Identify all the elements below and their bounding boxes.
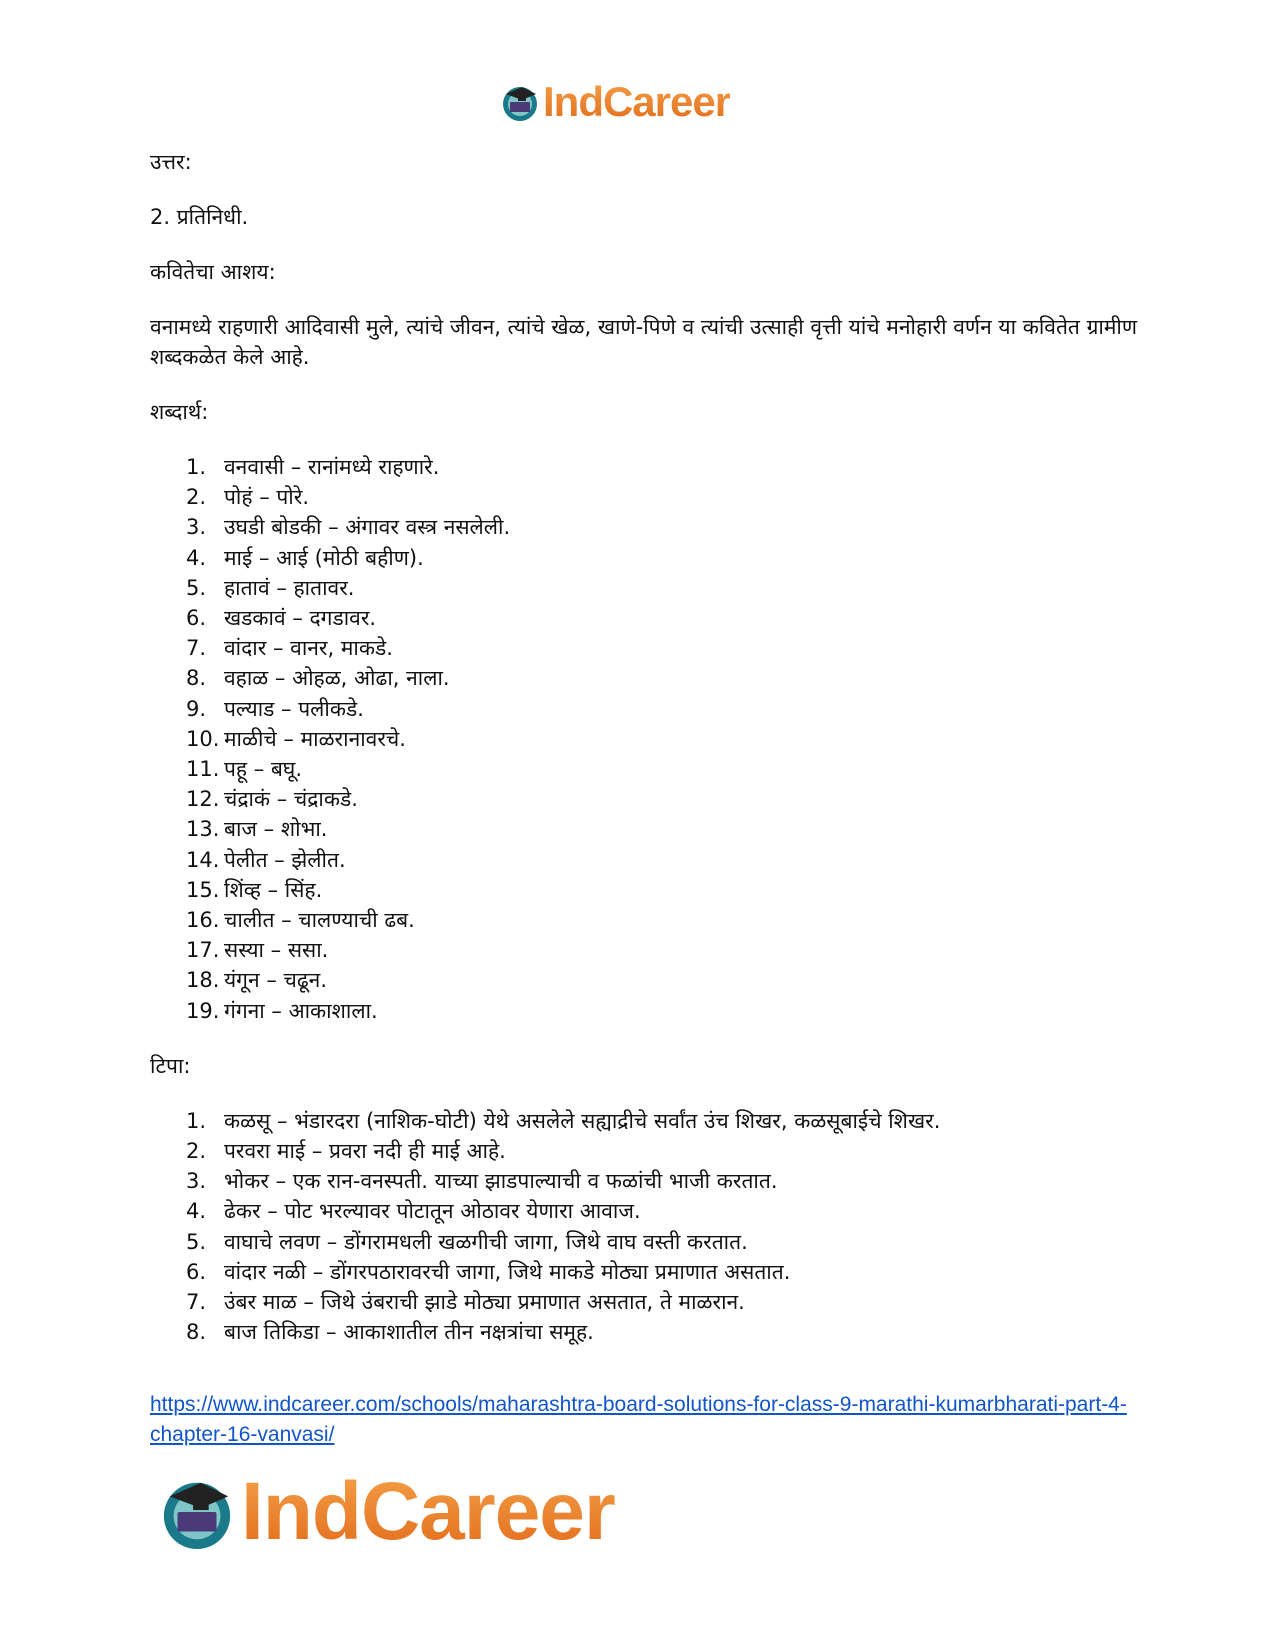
- list-item-number: 3.: [186, 1169, 207, 1194]
- list-item: [150, 1227, 1150, 1257]
- list-item-text: उंबर माळ – जिथे उंबराची झाडे मोठ्या प्रमाणात असतात, ते माळरान.: [224, 1290, 745, 1315]
- list-item-text: हातावं – हातावर.: [224, 575, 355, 600]
- list-item-text: वांदार – वानर, माकडे.: [224, 636, 393, 661]
- document-body: [150, 147, 1150, 1347]
- list-item: [150, 996, 1150, 1026]
- list-item-number: 3.: [186, 515, 207, 540]
- list-item-number: 7.: [186, 636, 207, 661]
- source-link[interactable]: https://www.indcareer.com/schools/maharashtra-board-solutions-for-class-9-marathi-kumarbharati-part-4-chapter-16-vanvasi/: [150, 1393, 1127, 1446]
- list-item-number: 13.: [186, 817, 220, 842]
- list-item-number: 6.: [186, 606, 207, 631]
- list-item-text: भोकर – एक रान-वनस्पती. याच्या झाडपाल्याची व फळांची भाजी करतात.: [224, 1169, 778, 1194]
- list-item: [150, 875, 1150, 905]
- list-item: [150, 543, 1150, 573]
- list-item-text: वांदार नळी – डोंगरपठारावरची जागा, जिथे माकडे मोठ्या प्रमाणात असतात.: [224, 1259, 791, 1284]
- globe-graduation-cap-icon: [500, 82, 540, 122]
- list-item-text: परवरा माई – प्रवरा नदी ही माई आहे.: [224, 1139, 506, 1164]
- list-item-number: 8.: [186, 666, 207, 691]
- list-item-text: पोहं – पोरे.: [224, 485, 309, 510]
- list-item: [150, 633, 1150, 663]
- list-item: [150, 845, 1150, 875]
- list-item: [150, 784, 1150, 814]
- list-item-number: 18.: [186, 968, 220, 993]
- list-item: [150, 1196, 1150, 1226]
- list-item-text: वाघाचे लवण – डोंगरामधली खळगीची जागा, जिथे वाघ वस्ती करतात.: [224, 1229, 748, 1254]
- list-item-number: 7.: [186, 1290, 207, 1315]
- list-item: [150, 935, 1150, 965]
- list-item-text: खडकावं – दगडावर.: [224, 606, 377, 631]
- summary-text: वनामध्ये राहणारी आदिवासी मुले, त्यांचे जीवन, त्यांचे खेळ, खाणे-पिणे व त्यांची उत्साही वृत्ती यांचे मनोहारी वर्णन या कवितेत ग्रामीण शब्दकळेत केले आहे.: [150, 315, 1138, 369]
- list-item: [150, 482, 1150, 512]
- list-item-text: चंद्राकं – चंद्राकडे.: [224, 787, 358, 812]
- list-item-number: 5.: [186, 575, 207, 600]
- header-logo: [500, 78, 730, 126]
- list-item: [150, 573, 1150, 603]
- list-item: [150, 1106, 1150, 1136]
- list-item-text: माई – आई (मोठी बहीण).: [224, 545, 424, 570]
- list-item: [150, 603, 1150, 633]
- list-item: [150, 452, 1150, 482]
- notes-label: टिपा:: [150, 1053, 191, 1078]
- list-item-text: वहाळ – ओहळ, ओढा, नाला.: [224, 666, 450, 691]
- list-item-number: 19.: [186, 998, 220, 1023]
- list-item-number: 8.: [186, 1320, 207, 1345]
- list-item-text: बाज – शोभा.: [224, 817, 328, 842]
- list-item-text: सस्या – ससा.: [224, 938, 329, 963]
- list-item-number: 15.: [186, 877, 220, 902]
- list-item-text: शिंव्ह – सिंह.: [224, 877, 323, 902]
- summary-label: कवितेचा आशय:: [150, 260, 276, 284]
- list-item-text: गंगना – आकाशाला.: [224, 998, 378, 1023]
- list-item-number: 17.: [186, 938, 220, 963]
- list-item: [150, 754, 1150, 784]
- list-item-number: 16.: [186, 908, 220, 933]
- list-item-number: 14.: [186, 847, 220, 872]
- list-item-number: 4.: [186, 1199, 207, 1224]
- list-item: [150, 1317, 1150, 1347]
- footer-logo: [158, 1465, 615, 1559]
- list-item-number: 1.: [186, 1108, 207, 1133]
- list-item-text: वनवासी – रानांमध्ये राहणारे.: [224, 455, 440, 479]
- globe-graduation-cap-icon: [158, 1473, 236, 1551]
- list-item-number: 10.: [186, 726, 220, 751]
- list-item: [150, 905, 1150, 935]
- brand-name: IndCareer: [241, 1466, 615, 1557]
- list-item-text: पेलीत – झेलीत.: [224, 847, 346, 872]
- list-item-number: 4.: [186, 545, 207, 570]
- list-item: [150, 1136, 1150, 1166]
- list-item-text: कळसू – भंडारदरा (नाशिक-घोटी) येथे असलेले सह्याद्रीचे सर्वांत उंच शिखर, कळसूबाईचे शिखर.: [224, 1108, 941, 1133]
- list-item: [150, 1287, 1150, 1317]
- list-item-text: यंगून – चढून.: [224, 968, 327, 993]
- list-item-number: 2.: [186, 1139, 207, 1164]
- list-item-number: 12.: [186, 787, 220, 812]
- list-item-text: चालीत – चालण्याची ढब.: [224, 908, 415, 933]
- glossary-label: शब्दार्थ:: [150, 400, 209, 424]
- glossary-list: [150, 452, 1150, 1026]
- list-item-text: बाज तिकिडा – आकाशातील तीन नक्षत्रांचा समूह.: [224, 1320, 594, 1345]
- list-item-text: पल्याड – पलीकडे.: [224, 696, 364, 721]
- list-item: [150, 694, 1150, 724]
- list-item: [150, 1166, 1150, 1196]
- list-item-number: 1.: [186, 455, 207, 479]
- brand-name: IndCareer: [543, 78, 731, 125]
- list-item: [150, 1257, 1150, 1287]
- list-item: [150, 724, 1150, 754]
- list-item-text: ढेकर – पोट भरल्यावर पोटातून ओठावर येणारा आवाज.: [224, 1199, 641, 1224]
- list-item-number: 2.: [186, 485, 207, 510]
- list-item: [150, 512, 1150, 542]
- notes-list: [150, 1106, 1150, 1348]
- answer-label: उत्तर:: [150, 150, 192, 174]
- list-item-text: उघडी बोडकी – अंगावर वस्त्र नसलेली.: [224, 515, 511, 540]
- list-item-number: 6.: [186, 1259, 207, 1284]
- list-item-number: 11.: [186, 757, 220, 782]
- list-item: [150, 663, 1150, 693]
- list-item-number: 9.: [186, 696, 207, 721]
- list-item-text: पहू – बघू.: [224, 757, 303, 782]
- list-item-text: माळीचे – माळरानावरचे.: [224, 726, 406, 751]
- answer-value: 2. प्रतिनिधी.: [150, 205, 249, 229]
- list-item: [150, 814, 1150, 844]
- list-item-number: 5.: [186, 1229, 207, 1254]
- list-item: [150, 965, 1150, 995]
